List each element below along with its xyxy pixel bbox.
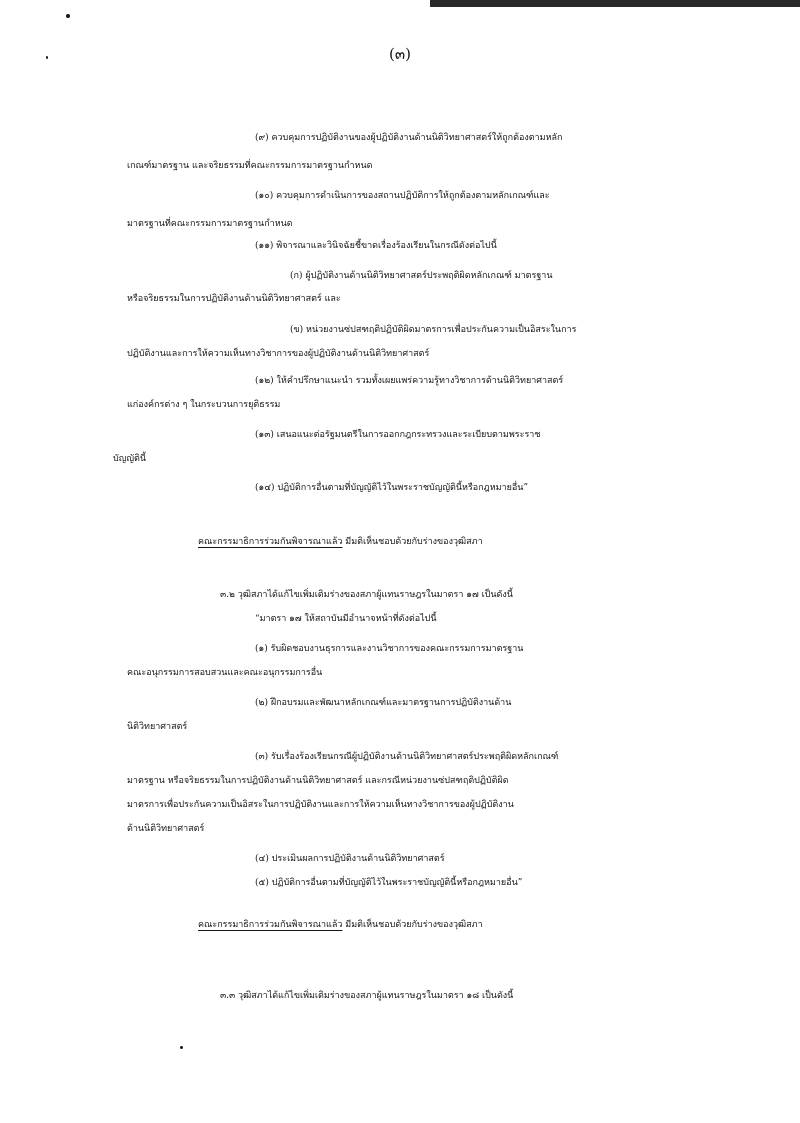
scan-speck xyxy=(66,14,70,18)
item-1-line-1: (๑) รับผิดชอบงานธุรการและงานวิชาการของคณะกรรมการมาตรฐาน xyxy=(255,644,524,654)
committee-resolution-heading: คณะกรรมาธิการร่วมกันพิจารณาแล้ว xyxy=(198,537,343,547)
clause-11-ka-line-2: หรือจริยธรรมในการปฏิบัติงานด้านนิติวิทยาศาสตร์ และ xyxy=(127,294,341,304)
committee-resolution-1 xyxy=(0,532,800,552)
item-2-line-2: นิติวิทยาศาสตร์ xyxy=(127,722,188,732)
committee-resolution-text: มีมติเห็นชอบด้วยกับร่างของวุฒิสภา xyxy=(342,920,483,930)
item-5: (๕) ปฏิบัติการอื่นตามที่บัญญัติไว้ในพระราชบัญญัตินี้หรือกฎหมายอื่น” xyxy=(255,878,523,888)
page-number: (๓) xyxy=(389,45,411,63)
section-17-intro: “มาตรา ๑๗ ให้สถาบันมีอำนาจหน้าที่ดังต่อไปนี้ xyxy=(255,614,437,624)
committee-resolution-heading: คณะกรรมาธิการร่วมกันพิจารณาแล้ว xyxy=(198,920,343,930)
scan-edge-mark xyxy=(430,0,800,7)
clause-11: (๑๑) พิจารณาและวินิจฉัยชี้ขาดเรื่องร้องเรียนในกรณีดังต่อไปนี้ xyxy=(255,241,497,251)
item-3-line-1: (๓) รับเรื่องร้องเรียนกรณีผู้ปฏิบัติงานด้านนิติวิทยาศาสตร์ประพฤติผิดหลักเกณฑ์ xyxy=(255,752,559,762)
clause-10-line-1: (๑๐) ควบคุมการดำเนินการของสถานปฏิบัติการให้ถูกต้องตามหลักเกณฑ์และ xyxy=(255,191,550,201)
clause-9-line-1: (๙) ควบคุมการปฏิบัติงานของผู้ปฏิบัติงานด้านนิติวิทยาศาสตร์ให้ถูกต้องตามหลัก xyxy=(255,133,563,143)
item-3-line-4: ด้านนิติวิทยาศาสตร์ xyxy=(127,824,205,834)
clause-9-line-2: เกณฑ์มาตรฐาน และจริยธรรมที่คณะกรรมการมาตรฐานกำหนด xyxy=(127,161,373,171)
item-4: (๔) ประเมินผลการปฏิบัติงานด้านนิติวิทยาศาสตร์ xyxy=(255,854,445,864)
item-3-line-3: มาตรการเพื่อประกันความเป็นอิสระในการปฏิบัติงานและการให้ความเห็นทางวิชาการของผู้ปฏิบัติงาน xyxy=(127,800,514,810)
committee-resolution-text: มีมติเห็นชอบด้วยกับร่างของวุฒิสภา xyxy=(342,537,483,547)
clause-13-line-2: บัญญัตินี้ xyxy=(113,454,147,464)
scan-speck xyxy=(180,1046,183,1049)
clause-11-kha-line-1: (ข) หน่วยงานซ่ปสฑฤติปฏิบัติผิดมาตรการเพื่อประกันความเป็นอิสระในการ xyxy=(290,325,577,335)
clause-14: (๑๔) ปฏิบัติการอื่นตามที่บัญญัติไว้ในพระราชบัญญัตินี้หรือกฎหมายอื่น” xyxy=(255,483,529,493)
clause-12-line-2: แก่องค์กรต่าง ๆ ในกระบวนการยุติธรรม xyxy=(127,400,281,410)
clause-11-kha-line-2: ปฏิบัติงานและการให้ความเห็นทางวิชาการของผู้ปฏิบัติงานด้านนิติวิทยาศาสตร์ xyxy=(127,349,430,359)
item-1-line-2: คณะอนุกรรมการสอบสวนและคณะอนุกรรมการอื่น xyxy=(127,668,323,678)
clause-10-line-2: มาตรฐานที่คณะกรรมการมาตรฐานกำหนด xyxy=(127,219,293,229)
clause-12-line-1: (๑๒) ให้คำปรึกษาแนะนำ รวมทั้งเผยแพร่ความรู้ทางวิชาการด้านนิติวิทยาศาสตร์ xyxy=(255,376,564,386)
clause-13-line-1: (๑๓) เสนอแนะต่อรัฐมนตรีในการออกกฎกระทรวงและระเบียบตามพระราช xyxy=(255,430,541,440)
section-3-2-heading: ๓.๒ วุฒิสภาได้แก้ไขเพิ่มเติมร่างของสภาผู้แทนราษฎรในมาตรา ๑๗ เป็นดังนี้ xyxy=(220,590,513,600)
section-3-3-heading: ๓.๓ วุฒิสภาได้แก้ไขเพิ่มเติมร่างของสภาผู้แทนราษฎรในมาตรา ๑๘ เป็นดังนี้ xyxy=(220,991,514,1001)
item-3-line-2: มาตรฐาน หรือจริยธรรมในการปฏิบัติงานด้านนิติวิทยาศาสตร์ และกรณีหน่วยงานซ่ปสฑฤติปฏิบัติผิด xyxy=(127,776,509,786)
committee-resolution-2 xyxy=(0,915,800,935)
item-2-line-1: (๒) ฝึกอบรมและพัฒนาหลักเกณฑ์และมาตรฐานการปฏิบัติงานด้าน xyxy=(255,698,512,708)
clause-11-ka-line-1: (ก) ผู้ปฏิบัติงานด้านนิติวิทยาศาสตร์ประพฤติผิดหลักเกณฑ์ มาตรฐาน xyxy=(290,271,553,281)
